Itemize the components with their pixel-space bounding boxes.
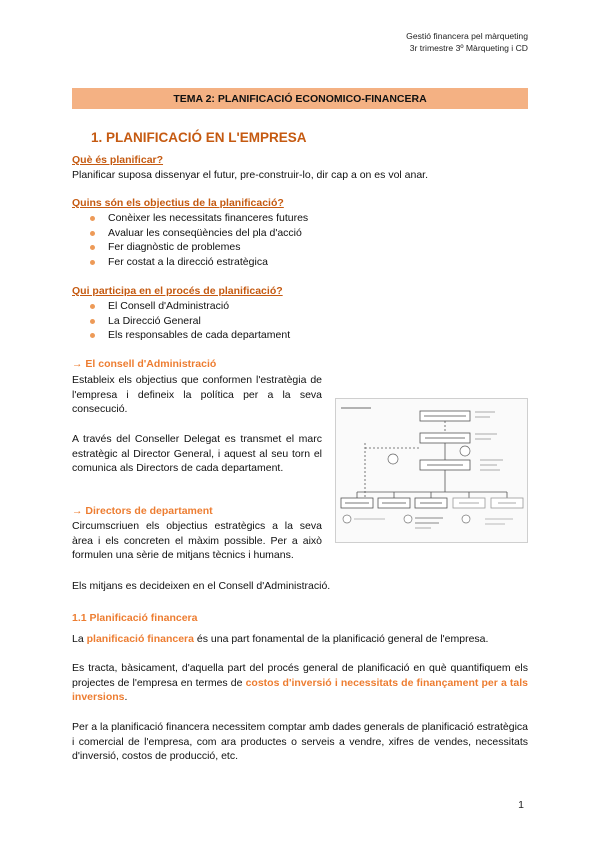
list-item: Fer costat a la direcció estratègica: [90, 255, 308, 270]
list-item: Conèixer les necessitats financeres futures: [90, 211, 308, 226]
p2-post: .: [124, 691, 128, 703]
section-heading: 1. PLANIFICACIÓ EN L'EMPRESA: [91, 130, 307, 145]
consell-paragraph-2: A través del Conseller Delegat es transmet el marc estratègic al Director General, i aquest al seu torn el comunica als Directors de cada departament.: [72, 433, 322, 474]
list-item: La Direcció General: [90, 314, 290, 329]
list-item: El Consell d'Administració: [90, 299, 290, 314]
subsection-paragraph-2: [72, 661, 528, 705]
org-diagram: [335, 398, 528, 543]
p1-post: és una part fonamental de la planificació general de l'empresa.: [193, 633, 489, 645]
question-3-title: Qui participa en el procés de planificació?: [72, 285, 283, 297]
subsection-paragraph-3: Per a la planificació financera necessitem comptar amb dades generals de planificació estratègica i comercial de l'empresa, com ara productes o serveis a vendre, xifres de vendes, necessitats d'inversió, costos de producció, etc.: [72, 721, 528, 762]
p2-highlight: costos d'inversió i necessitats de finançament per a tals inversions: [72, 676, 528, 703]
list-item: Els responsables de cada departament: [90, 328, 290, 343]
consell-paragraph-1: Estableix els objectius que conformen l'estratègia de l'empresa i defineix la política per a la seva consecució.: [72, 374, 322, 415]
list-item: Avaluar les conseqüències del pla d'acció: [90, 226, 308, 241]
chapter-banner: TEMA 2: PLANIFICACIÓ ECONOMICO-FINANCERA: [72, 88, 528, 109]
p2-pre: Es tracta, bàsicament, d'aquella part del procés general de planificació en què quantifiquem els projectes de l'empresa en termes de: [72, 662, 528, 689]
header-line-1: Gestió financera pel màrqueting: [406, 31, 528, 41]
p1-highlight: planificació financera: [86, 633, 194, 645]
question-2-title: Quins són els objectius de la planificació?: [72, 197, 284, 209]
participants-list: [90, 299, 290, 343]
question-1-text: Planificar suposa dissenyar el futur, pre-construir-lo, dir cap a on es vol anar.: [72, 169, 429, 181]
list-item: Fer diagnòstic de problemes: [90, 240, 308, 255]
header-line-2: 3r trimestre 3º Màrqueting i CD: [409, 43, 528, 53]
consell-heading: → El consell d'Administració: [72, 358, 217, 370]
subsection-paragraph-1: [72, 632, 528, 647]
directors-heading: → Directors de departament: [72, 505, 213, 517]
question-1-title: Què és planificar?: [72, 154, 164, 166]
page-number: 1: [518, 799, 524, 811]
mitjans-text: Els mitjans es decideixen en el Consell d'Administració.: [72, 580, 331, 592]
org-diagram-figure: [335, 398, 528, 543]
p1-pre: La: [72, 633, 87, 645]
page-header: [406, 30, 528, 54]
subsection-heading: 1.1 Planificació financera: [72, 612, 198, 624]
objectives-list: [90, 211, 308, 269]
directors-paragraph: Circumscriuen els objectius estratègics a la seva àrea i els concreten el màxim possible. Per a això formulen una sèrie de mitjans tècnics i humans.: [72, 520, 322, 561]
